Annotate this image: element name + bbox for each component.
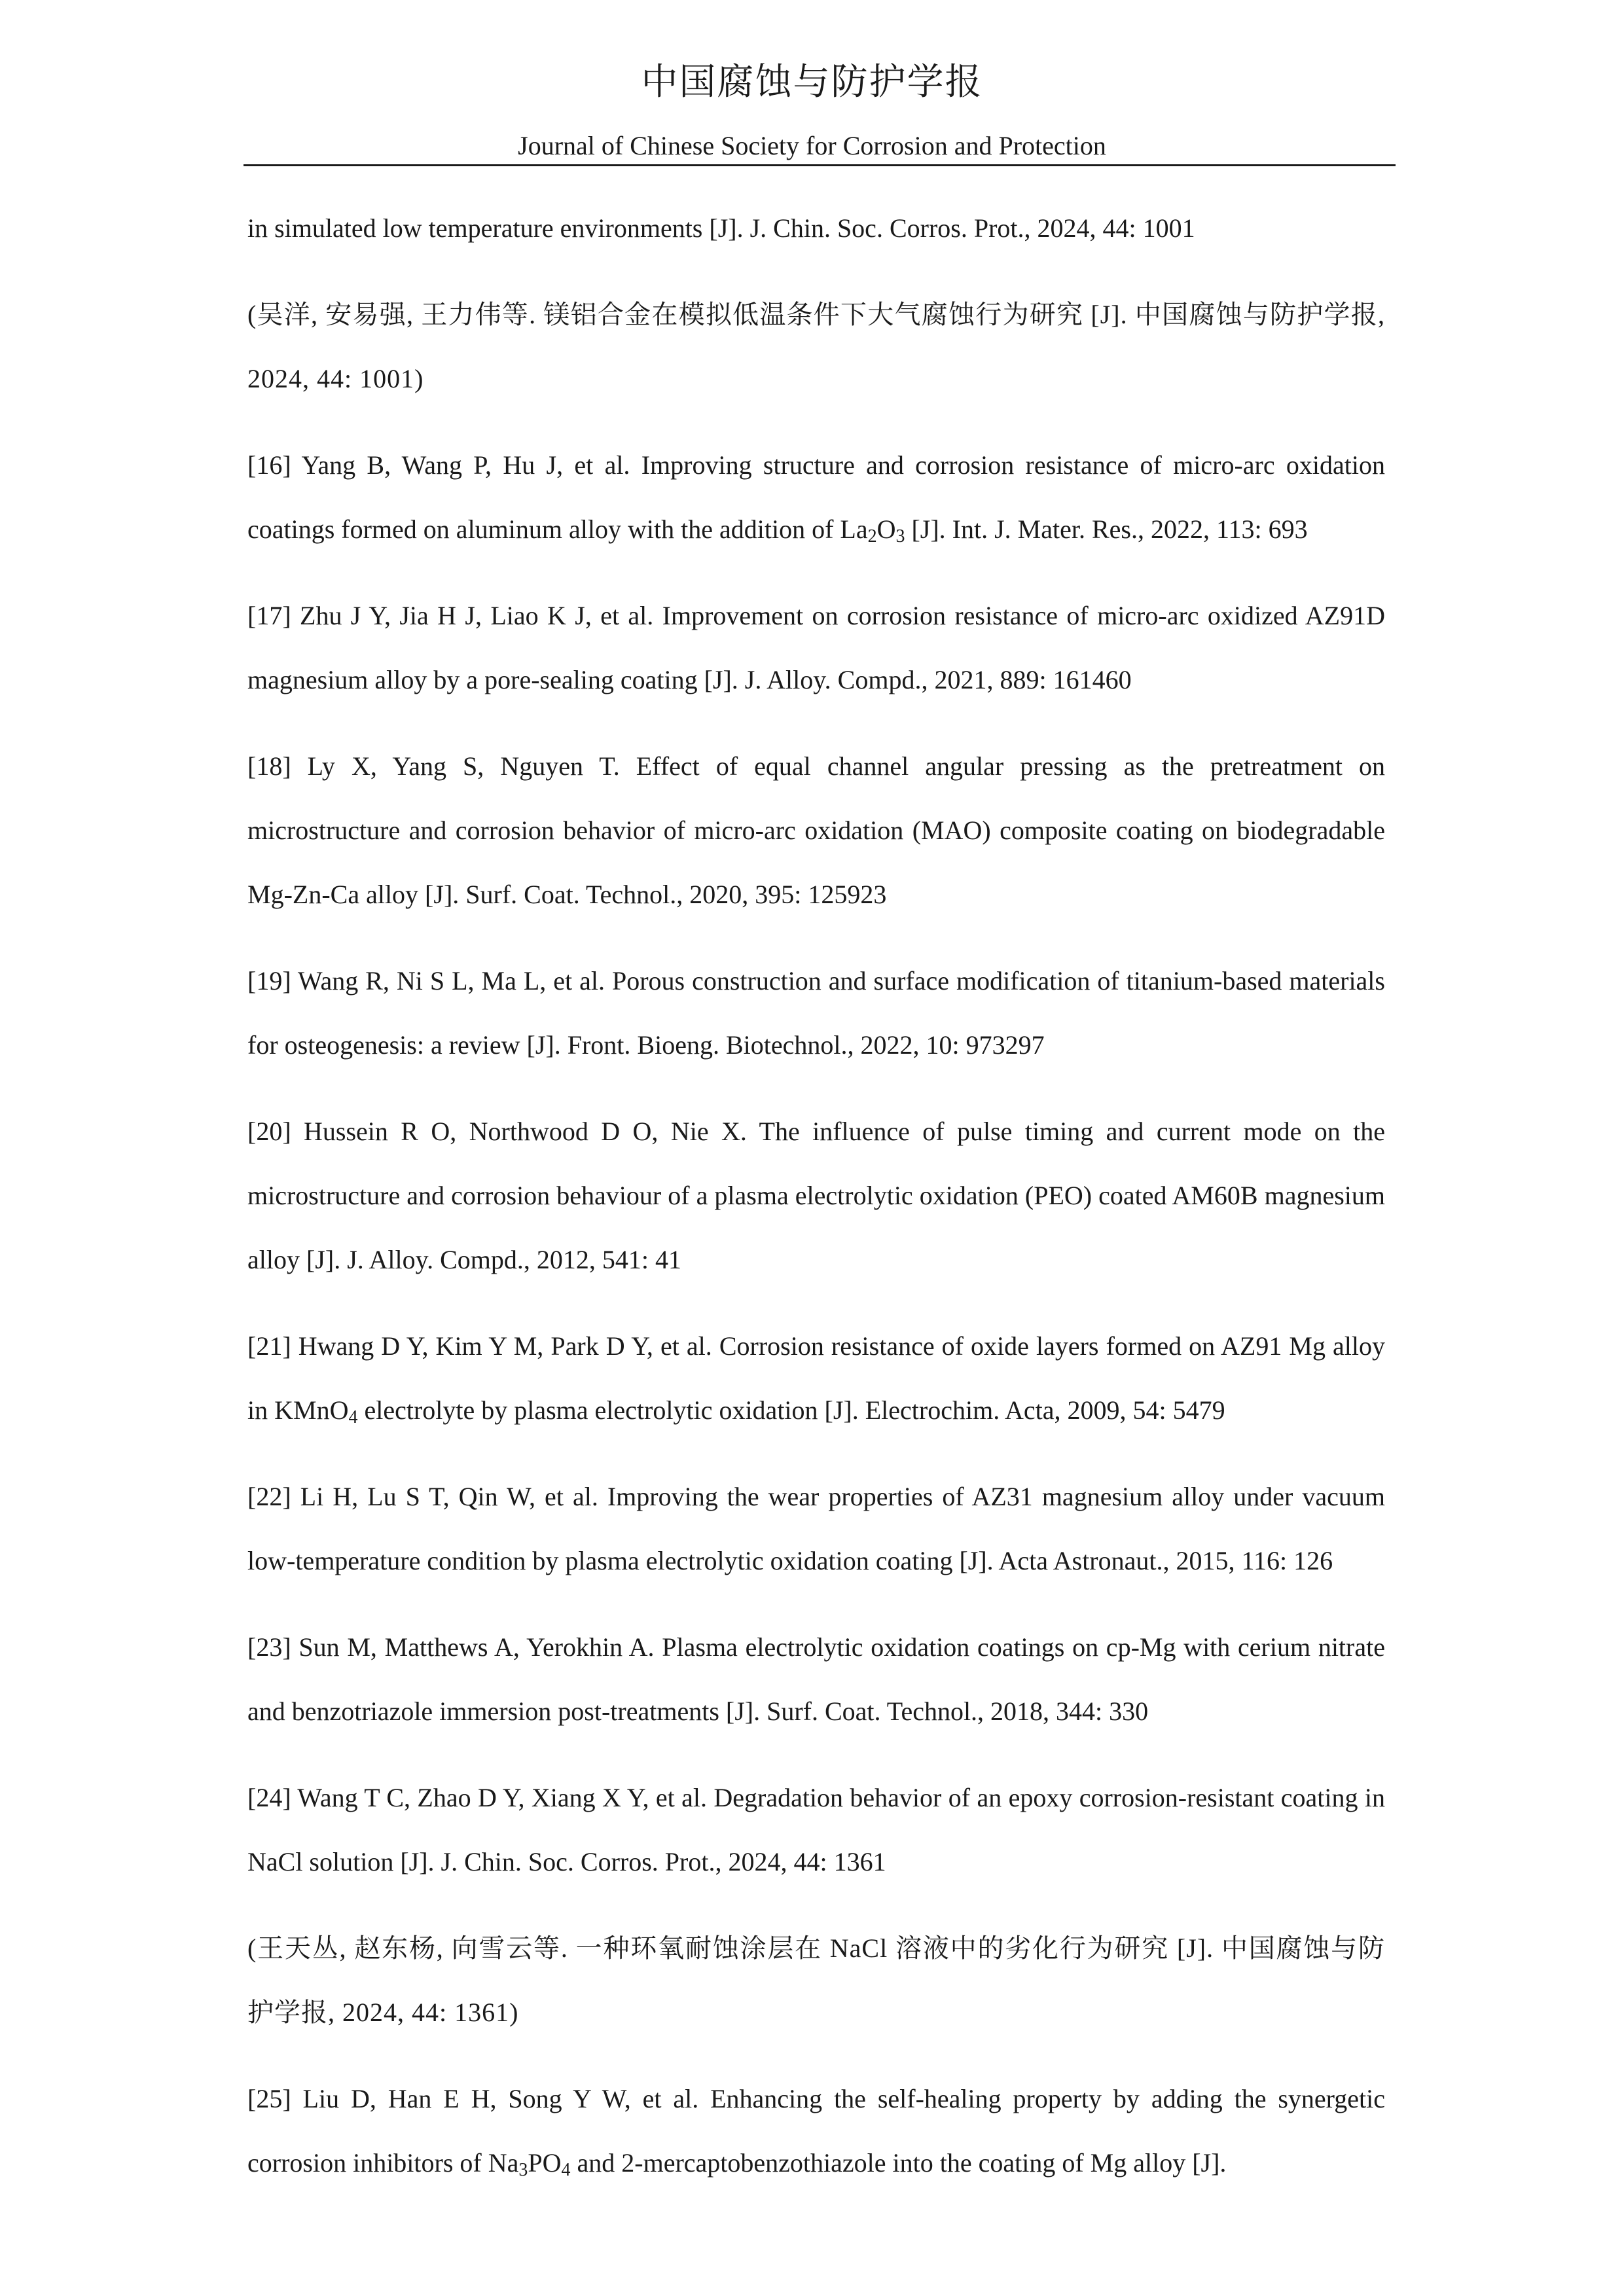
reference-16-text: O [876, 514, 896, 544]
reference-22: [22] Li H, Lu S T, Qin W, et al. Improving the wear properties of AZ31 magnesium alloy under vacuum low-temperature condition by plasma electrolytic oxidation coating [J]. Acta Astronaut., 2015, 116: 126 [247, 1482, 1385, 1575]
header-divider [244, 164, 1396, 166]
reference-16 [247, 433, 1385, 562]
reference-21 [247, 1314, 1385, 1443]
journal-title-en: Journal of Chinese Society for Corrosion and Protection [518, 131, 1106, 160]
subscript: 3 [895, 526, 905, 547]
reference-17: [17] Zhu J Y, Jia H J, Liao K J, et al. Improvement on corrosion resistance of micro-arc oxidized AZ91D magnesium alloy by a pore-sealing coating [J]. J. Alloy. Compd., 2021, 889: 161460 [247, 601, 1385, 694]
reference-21-text: electrolyte by plasma electrolytic oxidation [J]. Electrochim. Acta, 2009, 54: 5479 [357, 1395, 1225, 1425]
reference-19: [19] Wang R, Ni S L, Ma L, et al. Porous construction and surface modification of titanium-based materials for osteogenesis: a review [J]. Front. Bioeng. Biotechnol., 2022, 10: 973297 [247, 966, 1385, 1060]
subscript: 4 [348, 1407, 358, 1427]
reference-15-continuation: in simulated low temperature environments [J]. J. Chin. Soc. Corros. Prot., 2024, 44: 1001 [247, 213, 1195, 243]
reference-16-text: [J]. Int. J. Mater. Res., 2022, 113: 693 [905, 514, 1308, 544]
reference-21-text: [21] Hwang D Y, Kim Y M, Park D Y, et al. Corrosion resistance of oxide layers formed on AZ91 Mg alloy in KMnO [247, 1331, 1385, 1425]
reference-24: [24] Wang T C, Zhao D Y, Xiang X Y, et al. Degradation behavior of an epoxy corrosion-resistant coating in NaCl solution [J]. J. Chin. Soc. Corros. Prot., 2024, 44: 1361 [247, 1783, 1385, 1876]
journal-title-cn: 中国腐蚀与防护学报 [641, 62, 983, 103]
reference-18: [18] Ly X, Yang S, Nguyen T. Effect of equal channel angular pressing as the pretreatment on microstructure and corrosion behavior of micro-arc oxidation (MAO) composite coating on biodegradable Mg-Zn-Ca alloy [J]. Surf. Coat. Technol., 2020, 395: 125923 [247, 751, 1385, 909]
reference-16-text: [16] Yang B, Wang P, Hu J, et al. Improving structure and corrosion resistance of micro-arc oxidation coatings formed on aluminum alloy with the addition of La [247, 450, 1385, 544]
reference-23: [23] Sun M, Matthews A, Yerokhin A. Plasma electrolytic oxidation coatings on cp-Mg with cerium nitrate and benzotriazole immersion post-treatments [J]. Surf. Coat. Technol., 2018, 344: 330 [247, 1632, 1385, 1726]
reference-list [247, 196, 1385, 2217]
reference-25-text: and 2-mercaptobenzothiazole into the coating of Mg alloy [J]. [570, 2148, 1227, 2178]
reference-15-chinese: (吴洋, 安易强, 王力伟等. 镁铝合金在模拟低温条件下大气腐蚀行为研究 [J]. 中国腐蚀与防护学报, 2024, 44: 1001) [247, 300, 1385, 393]
reference-25-text: PO [528, 2148, 562, 2178]
subscript: 2 [867, 526, 877, 547]
reference-24-chinese: (王天丛, 赵东杨, 向雪云等. 一种环氧耐蚀涂层在 NaCl 溶液中的劣化行为研究 [J]. 中国腐蚀与防护学报, 2024, 44: 1361) [247, 1933, 1385, 2027]
subscript: 4 [561, 2160, 571, 2180]
subscript: 3 [518, 2160, 528, 2180]
reference-25-text: [25] Liu D, Han E H, Song Y W, et al. Enhancing the self-healing property by adding the synergetic corrosion inhibitors of Na [247, 2084, 1385, 2178]
reference-25 [247, 2067, 1385, 2195]
reference-20: [20] Hussein R O, Northwood D O, Nie X. The influence of pulse timing and current mode on the microstructure and corrosion behaviour of a plasma electrolytic oxidation (PEO) coated AM60B magnesium alloy [J]. J. Alloy. Compd., 2012, 541: 41 [247, 1117, 1385, 1274]
